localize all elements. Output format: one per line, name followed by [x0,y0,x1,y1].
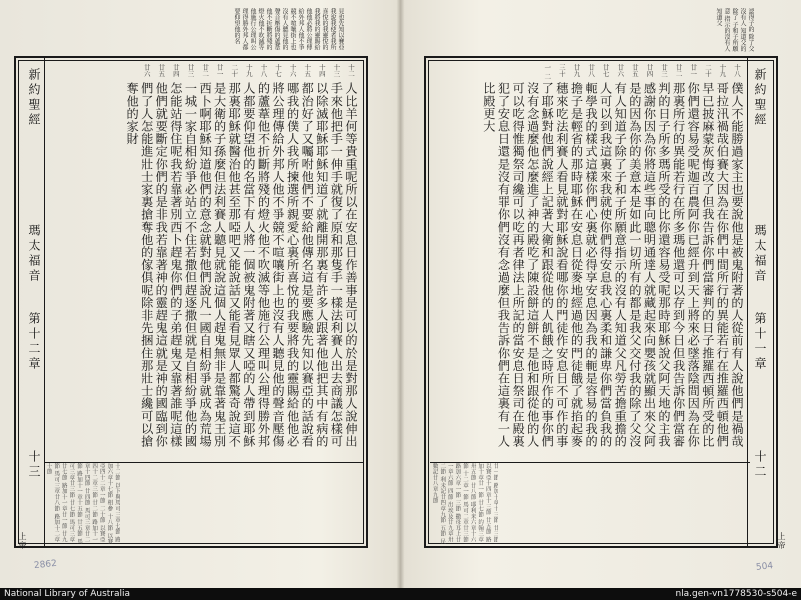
left-pencil-mark: 2862 [33,558,58,572]
footer-bar [0,588,801,600]
right-page [402,0,801,588]
left-top-notes: 見也先知以賽亞 我說我使者我所 喜悅的我靈悅的 我將我的靈賜給 他他必將公理傳 給外邦人他不爭 競不喧嚷街上也 沒有人聽見他的 聲音壓傷的蘆葦 他不折斷將殘的 燈火他不吹滅等 他施行公理叫公 理得勝外邦人都 要仰望他的名 [233,8,344,50]
right-bottom-notes: 廿一節 路加十章十三節 廿三節 以賽亞十四章十三節 廿五節 路加十章廿一節 廿七節 約翰三章卅五節 廿八節 耶利米六章十六節 十二章一節 馬可二章廿三節 路加六章一節 三節 撒母耳上廿一章六節 四節 出埃及廿九章卅二節 利未記廿四章九節 五節 民數記廿八章九節 [431,463,499,545]
footer-library-name: National Library of Australia [4,589,131,599]
left-bottom-notes: 十二節 以下與馬可三章七節 路加六章十七節 相參 十八節 以賽亞四十二章一節 二十節 以賽亞四十二章三節 廿二節 路加十一章十四節 廿四節 馬可三章廿二節 路加十一章十五節 廿五節 馬可三章廿三節 廿七節 馬可三章廿七節 路加十一章廿一節 廿九節 馬可三章廿八節 路加十二章十節 [45,463,120,545]
left-page-number: 十三 [27,450,41,480]
left-main-text: 人比羊何等貴重呢所以在安息日作善事是可以的於是對那人說伸出手來他把手一伸手就復了原和那隻手一樣法利賽人出去商議怎樣可以除滅耶穌耶穌知道了就離開那裏有許多人跟著他他把其中有病的都治好了又囑咐他們不要給他傳名這是要應驗先知以賽亞的話說看哪我的僕人我所揀選所親愛心裏所喜悅的我要將我的靈賜給他他必將公理傳給外邦人他不爭競不喧嚷街上也沒有人聽見他的聲音壓傷的蘆葦他不折斷將殘的燈火他不吹滅等他施行公理叫公理得勝外邦人都要仰望他的名當下有人將一個被鬼附著又瞎又啞的人帶到耶穌那裏耶穌就醫治他甚至那啞吧又能說話又能看見眾人都驚奇說這不是大衛的子孫麼但法利賽人聽見就說這個人趕鬼無非是靠著鬼王別西卜啊耶穌知道他們的意念就對他們說凡一國自相紛爭就成為荒場一城一家自相紛爭必站立不住若撒但趕逐撒但就是自相紛爭他的國怎能站得住呢我若靠著別西卜趕鬼你們的子弟趕鬼又靠著誰呢這樣他們就要斷定你們的是非我若靠著神的靈趕鬼這就是神的國臨到你們了人怎能進壯士家裏搶奪他的傢俱呢除非先捆住那壯士纔可以搶奪他的家財 [125,82,358,448]
left-chapter-title: 第十二章 [27,312,41,372]
left-book-title: 新約聖經 [27,68,41,128]
left-notes-band [44,462,364,545]
right-page-frame [424,8,778,548]
left-verse-numbers: 十二 十三 十四 十五 十六 十七 十八 十九 二十 廿一 廿二 廿三 廿四 廿五 廿六 [142,64,355,77]
right-gospel-title: 瑪太福音 [753,224,767,284]
left-page-frame [14,8,368,548]
right-book-title: 新約聖經 [753,68,767,128]
right-pencil-mark: 504 [755,561,774,573]
left-page [0,0,399,588]
left-gospel-title: 瑪太福音 [27,224,41,284]
right-volume-mark: 上帝 [777,532,786,550]
right-top-notes: 認得子的 除了父沒有人 知道父的除了 子和子所願意 指示的沒有人 知道父 [715,8,754,52]
left-volume-mark: 上帝 [18,532,27,550]
right-page-number: 十二 [753,450,767,480]
right-main-text: 僕人不能勝過家主也要說他是被鬼附著的人從前有人說他們是禍哉哥拉汛禍哉伯賽大因為在你們中間所行的異能若行在推羅西頓他們早已披麻蒙灰悔改了但我告訴你們當審判的日子推羅西頓所受的比你們還容易受呢迦百農阿你已經升到天上將來必墜落陰間因為在你那裏所行的異能若行在所多瑪他還可以存到今日但我告訴你們當審判的日子所多瑪所受的比你還容易受呢那時耶穌說父阿天地的主我感謝你因為你將這些事向聰明通達人就藏起來向嬰孩就顯出來父阿是的因為你的美意本是如此一切所有的都是我父交付我的除了父沒有人知道子除了子和子所願意指示的沒有人知道父凡勞苦擔重擔的人可以到我這裏來我就使你們得安息我心裏柔和謙卑你們當負我的軛學我的樣式這樣你們心裏就必得享安息因為我的軛是容易的我的擔子是輕省的那時耶穌在安息日從麥地經過他的門徒餓了就掐起麥穗來吃法利賽人看見就對耶穌說看哪你的門徒作安息日不可作的事了耶穌對他們說經上記著大衛和跟從他的人飢餓之時所作的事你們沒有念過麼他怎麼進了神的殿吃了陳設餅這餅不是他和跟從他的人可以吃得惟獨祭司纔可以吃再者律法上所記的當安息日祭司在殿裏犯了安息日還是沒有罪你們沒有念過麼但我告訴你們在這裏有一人比殿更大 [481,82,744,448]
right-notes-band [430,462,750,545]
footer-identifier: nla.gen-vn1778530-s504-e [675,589,797,599]
right-title-strip [747,58,770,546]
right-verse-numbers: 十八 十九 二十 廿一 廿二 廿三 廿四 廿五 廿六 廿七 廿八 廿九 三十 一 二 [543,64,741,80]
right-chapter-title: 第十一章 [753,312,767,372]
left-title-strip [22,58,45,546]
